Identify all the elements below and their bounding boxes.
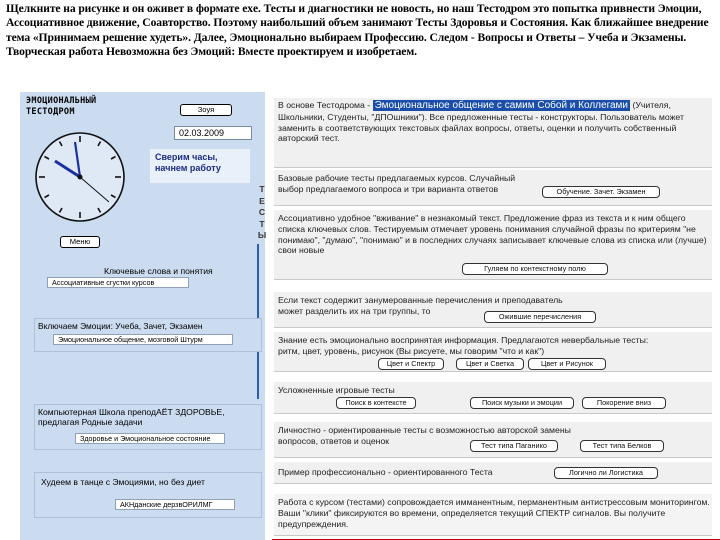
- section-monitoring: [274, 494, 712, 536]
- search-music-button[interactable]: Поиск музыки и эмоции: [470, 397, 574, 409]
- date-field: 02.03.2009: [174, 126, 252, 140]
- tests-vertical-label: Т Е С Т Ы: [257, 184, 267, 240]
- conquer-button[interactable]: Покорение вниз: [582, 397, 666, 409]
- live-lists-button[interactable]: Ожившие перечисления: [484, 311, 596, 323]
- dance-title: Худеем в танце с Эмоциями, но без диет: [41, 477, 205, 487]
- sync-clock-note: Сверим часы, начнем работу: [150, 149, 250, 183]
- section-assoc: [274, 210, 712, 280]
- app-title: ЭМОЦИОНАЛЬНЫЙ ТЕСТОДРОМ: [26, 96, 97, 117]
- personal-text: Личностно - ориентированные тесты с возможностью авторской замены вопросов, ответов и оценок: [278, 425, 571, 446]
- emotions-button[interactable]: Эмоциональное общение, мозговой Штурм: [53, 334, 233, 345]
- section-games: [274, 382, 712, 414]
- color-drawing-button[interactable]: Цвет и Рисунок: [528, 358, 606, 370]
- monitoring-text: Работа с курсом (тестами) сопровождается имманентным, перманентным антистрессовым мониторингом. Ваши "клики" фиксируются во времени, определяется текущий СПЕКТР сигналов. Вы получите предупреждения.: [278, 497, 710, 529]
- section-core: [274, 98, 712, 168]
- belkov-test-button[interactable]: Тест типа Белков: [580, 440, 664, 452]
- learn-exam-button[interactable]: Обучение. Зачет. Экзамен: [542, 186, 660, 198]
- color-light-button[interactable]: Цвет и Светка: [456, 358, 524, 370]
- lists-text: Если текст содержит занумерованные перечисления и преподаватель может разделить их на три группы, то: [278, 295, 563, 316]
- games-title: Усложненные игровые тесты: [278, 385, 395, 395]
- section-personal: [274, 422, 712, 458]
- clock-icon: [33, 130, 127, 224]
- zoya-button[interactable]: Зоуя: [180, 104, 232, 116]
- keywords-label: Ключевые слова и понятия: [104, 266, 213, 276]
- school-panel: [34, 404, 262, 450]
- context-walk-button[interactable]: Гуляем по контекстному полю: [462, 263, 608, 275]
- assoc-clusters-button[interactable]: Ассоциативные сгустки курсов: [47, 277, 189, 288]
- health-emotion-button[interactable]: Здоровье и Эмоциональное состояние: [75, 433, 225, 444]
- emotions-panel: [34, 318, 262, 352]
- search-context-button[interactable]: Поиск в контексте: [336, 397, 416, 409]
- assoc-text: Ассоциативно удобное "вживание" в незнакомый текст. Предложение фраз из текста и к ним общего списка ключевых слов. Тестируемым отмечает уровень понимания случайной фразы по критериям "не понимаю", "думаю", "понимаю" и в последних случаях записывает ключевые слова из списка или (лучше) свои новые: [278, 213, 707, 256]
- paganiko-test-button[interactable]: Тест типа Паганико: [470, 440, 558, 452]
- base-tests-text: Базовые рабочие тесты предлагаемых курсов. Случайный выбор предлагаемого вопроса и три варианта ответов: [278, 173, 516, 194]
- color-spectrum-button[interactable]: Цвет и Спектр: [378, 358, 444, 370]
- left-panel: [20, 92, 265, 540]
- core-highlight: Эмоциональное общение с самим Собой и Коллегами: [374, 100, 629, 111]
- right-panel: [266, 92, 720, 540]
- dance-panel: [34, 472, 262, 518]
- tester-screen: [0, 92, 720, 540]
- intro-text: Щелкните на рисунке и он оживет в формате exe. Тесты и диагностики не новость, но наш Тестодром это попытка привнести Эмоции, Ассоциативное движение, Соавторство. Поэтому наибольший объем занимают Тесты Здоровья и Состояния. Как ближайшее внедрение тема «Принимаем решение худеть». Далее, Эмоционально выбираем Профессию. Следом - Вопросы и Ответы – Учеба и Экзамены. Творческая работа Невозможна без Эмоций: Вместе проектируем и изобретаем.: [6, 2, 709, 59]
- section-lists: [274, 292, 712, 328]
- section-core-text: [278, 100, 708, 144]
- menu-button[interactable]: Меню: [60, 236, 100, 248]
- core-body: (Учителя, Школьники, Студенты, "ДПОшники"). Все предложенные тесты - конструкторы. Пользователь может заменить в соответствующих текстовых файлах вопросы, ответы, оценки и получить собственный авторский тест.: [278, 100, 684, 144]
- section-base-tests: [274, 170, 712, 206]
- section-nonverbal: [274, 332, 712, 372]
- section-professional: [274, 462, 712, 484]
- core-intro: В основе Тестодрома -: [278, 100, 371, 110]
- dance-button[interactable]: АКНданские дерзвОРИЛМГ: [115, 499, 235, 510]
- nonverbal-text: Знание есть эмоционально воспринятая информация. Предлагаются невербальные тесты: ритм, цвет, уровень, рисунок (Вы рисуете, мы говорим "что и как"): [278, 335, 649, 356]
- professional-text: Пример профессионально - ориентированного Теста: [278, 467, 493, 477]
- school-title: [38, 407, 260, 427]
- emotions-title: Включаем Эмоции: Учеба, Зачет, Экзамен: [38, 321, 203, 331]
- school-title-text: Компьютерная Школа преподАЁТ ЗДОРОВЬЕ, предлагая Родные задачи: [38, 407, 225, 427]
- logistics-button[interactable]: Логично ли Логистика: [554, 467, 658, 479]
